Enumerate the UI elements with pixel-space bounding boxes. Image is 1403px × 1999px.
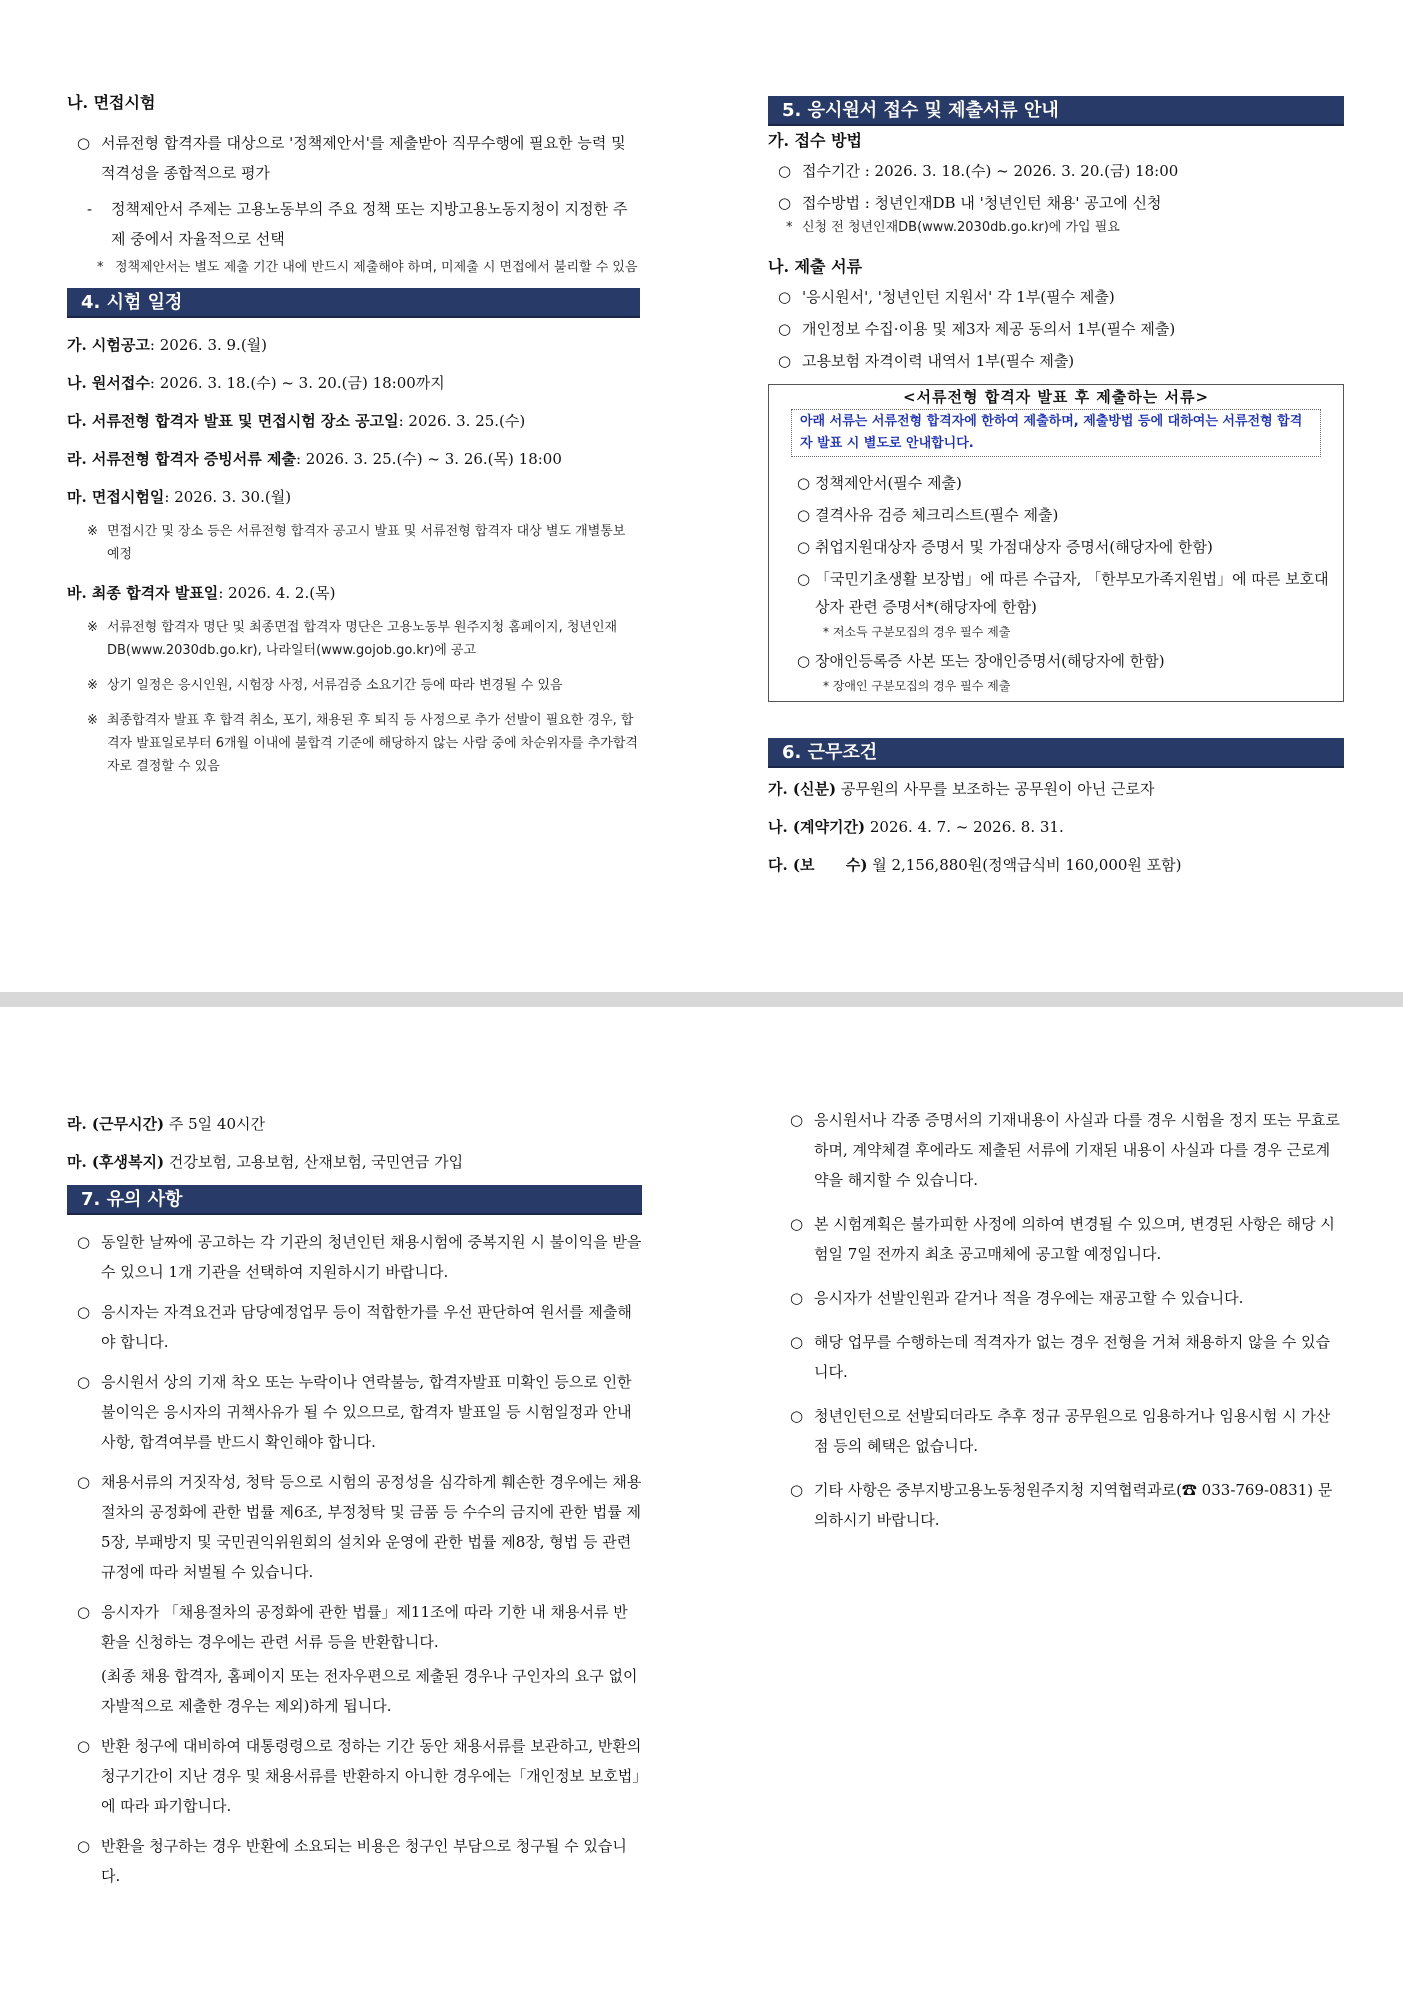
note-mark: * <box>786 220 793 235</box>
section-5-header: 5. 응시원서 접수 및 제출서류 안내 <box>768 96 1344 126</box>
page2-left-column <box>67 1109 642 1901</box>
note-mark: * <box>97 260 104 275</box>
condition-label: 라. (근무시간) <box>67 1115 165 1133</box>
notice-bullet-text: 응시원서나 각종 증명서의 기재내용이 사실과 다를 경우 시험을 정지 또는 무효로 하며, 계약체결 후에라도 제출된 서류에 기재된 내용이 사실과 다를 경우 근로계약을 해지할 수 있습니다. <box>814 1111 1340 1189</box>
notice-bullet-text: 응시자는 자격요건과 담당예정업무 등이 적합한가를 우선 판단하여 원서를 제출해야 합니다. <box>101 1303 632 1351</box>
receipt-item-text: 접수방법 : 청년인재DB 내 '청년인턴 채용' 공고에 신청 <box>802 194 1162 212</box>
document-page-1 <box>0 0 1403 992</box>
schedule-value: : 2026. 3. 9.(월) <box>149 336 268 354</box>
receipt-note <box>768 218 1344 238</box>
notice-bullet-text: 기타 사항은 중부지방고용노동청원주지청 지역협력과로(☎ 033-769-0831) 문의하시기 바랍니다. <box>814 1481 1333 1529</box>
bullet-mark: ○ <box>797 506 811 524</box>
document-page-2 <box>0 1007 1403 1999</box>
docs-subtitle: 나. 제출 서류 <box>768 257 862 276</box>
box-item-note: * 저소득 구분모집의 경우 필수 제출 <box>823 625 1011 639</box>
page1-left-column <box>67 92 640 790</box>
bullet-mark: ○ <box>77 1233 91 1251</box>
notice-bullet-text: 본 시험계획은 불가피한 사정에 의하여 변경될 수 있으며, 변경된 사항은 해당 시험일 7일 전까지 최초 공고매체에 공고할 예정입니다. <box>814 1215 1335 1263</box>
condition-item <box>67 1109 642 1139</box>
docs-item <box>768 282 1344 312</box>
schedule-item <box>67 330 640 360</box>
condition-label: 마. (후생복지) <box>67 1153 165 1171</box>
condition-value: 주 5일 40시간 <box>164 1115 265 1133</box>
schedule-ref-text: 최종합격자 발표 후 합격 취소, 포기, 채용된 후 퇴직 등 사정으로 추가 선발이 필요한 경우, 합격자 발표일로부터 6개월 이내에 불합격 기준에 해당하지 않는 사람 중에 차순위자를 추가합격자로 결정할 수 있음 <box>107 713 638 774</box>
bullet-mark: ○ <box>77 134 91 152</box>
box-notice: 아래 서류는 서류전형 합격자에 한하여 제출하며, 제출방법 등에 대하여는 서류전형 합격자 발표 시 별도로 안내합니다. <box>791 409 1321 457</box>
notice-bullet-text: 반환 청구에 대비하여 대통령령으로 정하는 기간 동안 채용서류를 보관하고, 반환의 청구기간이 지난 경우 및 채용서류를 반환하지 아니한 경우에는「개인정보 보호법」에 따라 파기합니다. <box>101 1737 642 1815</box>
interview-subtitle: 나. 면접시험 <box>67 93 156 112</box>
notice-bullet-text: 응시자가 선발인원과 같거나 적을 경우에는 재공고할 수 있습니다. <box>814 1289 1244 1307</box>
notice-bullet <box>67 1731 642 1821</box>
box-item <box>779 533 1333 561</box>
bullet-mark: ○ <box>778 288 792 306</box>
condition-item <box>768 812 1344 842</box>
ref-mark: ※ <box>87 713 98 728</box>
return-exception-note: (최종 채용 합격자, 홈페이지 또는 전자우편으로 제출된 경우나 구인자의 요구 없이 자발적으로 제출한 경우는 제외)하게 됩니다. <box>101 1667 638 1715</box>
post-screening-docs-box <box>768 384 1344 702</box>
bullet-mark: ○ <box>797 538 811 556</box>
interview-ref <box>67 520 640 566</box>
page2-right-column <box>780 1105 1342 1549</box>
condition-value: 공무원의 사무를 보조하는 공무원이 아닌 근로자 <box>836 780 1155 798</box>
notice-bullet <box>780 1327 1342 1387</box>
box-item-text: 취업지원대상자 증명서 및 가점대상자 증명서(해당자에 한함) <box>815 538 1213 556</box>
section-7-header: 7. 유의 사항 <box>67 1185 642 1215</box>
schedule-item <box>67 444 640 474</box>
notice-bullet <box>780 1209 1342 1269</box>
schedule-ref <box>67 674 640 697</box>
schedule-ref-text: 상기 일정은 응시인원, 시험장 사정, 서류검증 소요기간 등에 따라 변경될 수 있음 <box>107 678 563 693</box>
box-item-text: 「국민기초생활 보장법」에 따른 수급자, 「한부모가족지원법」에 따른 보호대상자 관련 증명서*(해당자에 한함) <box>815 570 1329 616</box>
notice-bullet <box>67 1467 642 1587</box>
interview-note <box>75 258 640 278</box>
notice-bullet <box>67 1227 642 1287</box>
schedule-ref <box>67 616 640 662</box>
receipt-item-text: 접수기간 : 2026. 3. 18.(수) ~ 2026. 3. 20.(금) 18:00 <box>802 162 1179 180</box>
bullet-mark: ○ <box>797 652 811 670</box>
schedule-label: 나. 원서접수 <box>67 374 150 392</box>
ref-mark: ※ <box>87 524 98 539</box>
interview-note-text: 정책제안서는 별도 제출 기간 내에 반드시 제출해야 하며, 미제출 시 면접에서 불리할 수 있음 <box>115 260 638 275</box>
notice-bullet <box>67 1367 642 1457</box>
schedule-value: : 2026. 3. 25.(수) ~ 3. 26.(목) 18:00 <box>295 450 562 468</box>
notice-bullet <box>67 1597 642 1657</box>
receipt-subtitle: 가. 접수 방법 <box>768 131 862 150</box>
interview-bullet-text: 서류전형 합격자를 대상으로 '정책제안서'를 제출받아 직무수행에 필요한 능력 및 적격성을 종합적으로 평가 <box>101 134 626 182</box>
docs-item-text: '응시원서', '청년인턴 지원서' 각 1부(필수 제출) <box>802 288 1115 306</box>
bullet-mark: ○ <box>790 1215 804 1233</box>
receipt-item <box>768 188 1344 218</box>
notice-bullet-text: 동일한 날짜에 공고하는 각 기관의 청년인턴 채용시험에 중복지원 시 불이익을 받을 수 있으니 1개 기관을 선택하여 지원하시기 바랍니다. <box>101 1233 642 1281</box>
schedule-ref <box>67 709 640 778</box>
dash-mark: - <box>87 200 93 218</box>
condition-label: 다. (보 수) <box>768 856 868 874</box>
bullet-mark: ○ <box>790 1289 804 1307</box>
bullet-mark: ○ <box>77 1737 91 1755</box>
schedule-value: : 2026. 3. 18.(수) ~ 3. 20.(금) 18:00까지 <box>149 374 445 392</box>
interview-dash <box>67 194 640 254</box>
schedule-value: : 2026. 3. 25.(수) <box>398 412 526 430</box>
box-item-note: * 장애인 구분모집의 경우 필수 제출 <box>823 679 1011 693</box>
bullet-mark: ○ <box>778 320 792 338</box>
section-6-header: 6. 근무조건 <box>768 738 1344 768</box>
condition-label: 나. (계약기간) <box>768 818 866 836</box>
receipt-item <box>768 156 1344 186</box>
schedule-item <box>67 368 640 398</box>
bullet-mark: ○ <box>790 1111 804 1129</box>
box-item-text: 정책제안서(필수 제출) <box>815 474 962 492</box>
box-item <box>779 565 1333 621</box>
interview-dash-text: 정책제안서 주제는 고용노동부의 주요 정책 또는 지방고용노동지청이 지정한 주제 중에서 자율적으로 선택 <box>111 200 628 248</box>
box-item-text: 결격사유 검증 체크리스트(필수 제출) <box>815 506 1059 524</box>
bullet-mark: ○ <box>778 162 792 180</box>
bullet-mark: ○ <box>77 1473 91 1491</box>
box-item <box>779 469 1333 497</box>
final-value: : 2026. 4. 2.(목) <box>218 584 336 602</box>
notice-bullet <box>780 1283 1342 1313</box>
notice-bullet <box>780 1401 1342 1461</box>
schedule-ref-text: 서류전형 합격자 명단 및 최종면접 합격자 명단은 고용노동부 원주지청 홈페이지, 청년인재DB(www.2030db.go.kr), 나라일터(www.gojob.go.kr)에 공고 <box>107 620 618 658</box>
box-item <box>779 647 1333 675</box>
notice-bullet-text: 응시자가 「채용절차의 공정화에 관한 법률」제11조에 따라 기한 내 채용서류 반환을 신청하는 경우에는 관련 서류 등을 반환합니다. <box>101 1603 628 1651</box>
notice-bullet <box>780 1475 1342 1535</box>
notice-bullet-text: 응시원서 상의 기재 착오 또는 누락이나 연락불능, 합격자발표 미확인 등으로 인한 불이익은 응시자의 귀책사유가 될 수 있으므로, 합격자 발표일 등 시험일정과 안내사항, 합격여부를 반드시 확인해야 합니다. <box>101 1373 632 1451</box>
notice-bullet-text: 채용서류의 거짓작성, 청탁 등으로 시험의 공정성을 심각하게 훼손한 경우에는 채용절차의 공정화에 관한 법률 제6조, 부정청탁 및 금품 등 수수의 금지에 관한 법률 제5장, 부패방지 및 국민권익위원회의 설치와 운영에 관한 법률 제8장, 형법 등 관련 규정에 따라 처벌될 수 있습니다. <box>101 1473 642 1581</box>
bullet-mark: ○ <box>778 194 792 212</box>
docs-item-text: 고용보험 자격이력 내역서 1부(필수 제출) <box>802 352 1075 370</box>
bullet-mark: ○ <box>77 1303 91 1321</box>
ref-mark: ※ <box>87 620 98 635</box>
condition-item <box>67 1147 642 1177</box>
interview-bullet <box>67 128 640 188</box>
bullet-mark: ○ <box>77 1603 91 1621</box>
bullet-mark: ○ <box>790 1407 804 1425</box>
docs-item <box>768 346 1344 376</box>
bullet-mark: ○ <box>790 1333 804 1351</box>
docs-item <box>768 314 1344 344</box>
schedule-value: : 2026. 3. 30.(월) <box>164 488 292 506</box>
bullet-mark: ○ <box>77 1837 91 1855</box>
box-item <box>779 501 1333 529</box>
bullet-mark: ○ <box>797 570 811 588</box>
final-announcement <box>67 578 640 608</box>
condition-value: 2026. 4. 7. ~ 2026. 8. 31. <box>865 818 1064 836</box>
bullet-mark: ○ <box>778 352 792 370</box>
box-title: <서류전형 합격자 발표 후 제출하는 서류> <box>902 388 1210 406</box>
docs-item-text: 개인정보 수집·이용 및 제3자 제공 동의서 1부(필수 제출) <box>802 320 1176 338</box>
schedule-item <box>67 406 640 436</box>
schedule-label: 가. 시험공고 <box>67 336 150 354</box>
page1-right-column <box>768 96 1344 888</box>
notice-bullet <box>67 1831 642 1891</box>
ref-mark: ※ <box>87 678 98 693</box>
condition-label: 가. (신분) <box>768 780 837 798</box>
receipt-note-text: 신청 전 청년인재DB(www.2030db.go.kr)에 가입 필요 <box>802 220 1120 235</box>
schedule-label: 다. 서류전형 합격자 발표 및 면접시험 장소 공고일 <box>67 412 399 430</box>
box-item-text: 장애인등록증 사본 또는 장애인증명서(해당자에 한함) <box>815 652 1165 670</box>
section-4-header: 4. 시험 일정 <box>67 288 640 318</box>
condition-value: 건강보험, 고용보험, 산재보험, 국민연금 가입 <box>164 1153 464 1171</box>
notice-bullet <box>780 1105 1342 1195</box>
final-label: 바. 최종 합격자 발표일 <box>67 584 219 602</box>
bullet-mark: ○ <box>77 1373 91 1391</box>
schedule-label: 마. 면접시험일 <box>67 488 165 506</box>
bullet-mark: ○ <box>790 1481 804 1499</box>
notice-bullet <box>67 1297 642 1357</box>
notice-bullet-text: 해당 업무를 수행하는데 적격자가 없는 경우 전형을 거쳐 채용하지 않을 수 있습니다. <box>814 1333 1331 1381</box>
interview-ref-text: 면접시간 및 장소 등은 서류전형 합격자 공고시 발표 및 서류전형 합격자 대상 별도 개별통보 예정 <box>107 524 626 562</box>
condition-value: 월 2,156,880원(정액급식비 160,000원 포함) <box>867 856 1182 874</box>
bullet-mark: ○ <box>797 474 811 492</box>
schedule-item <box>67 482 640 512</box>
schedule-label: 라. 서류전형 합격자 증빙서류 제출 <box>67 450 296 468</box>
condition-item <box>768 774 1344 804</box>
notice-bullet-text: 반환을 청구하는 경우 반환에 소요되는 비용은 청구인 부담으로 청구될 수 있습니다. <box>101 1837 627 1885</box>
notice-bullet-text: 청년인턴으로 선발되더라도 추후 정규 공무원으로 임용하거나 임용시험 시 가산점 등의 혜택은 없습니다. <box>814 1407 1331 1455</box>
condition-item <box>768 850 1344 880</box>
